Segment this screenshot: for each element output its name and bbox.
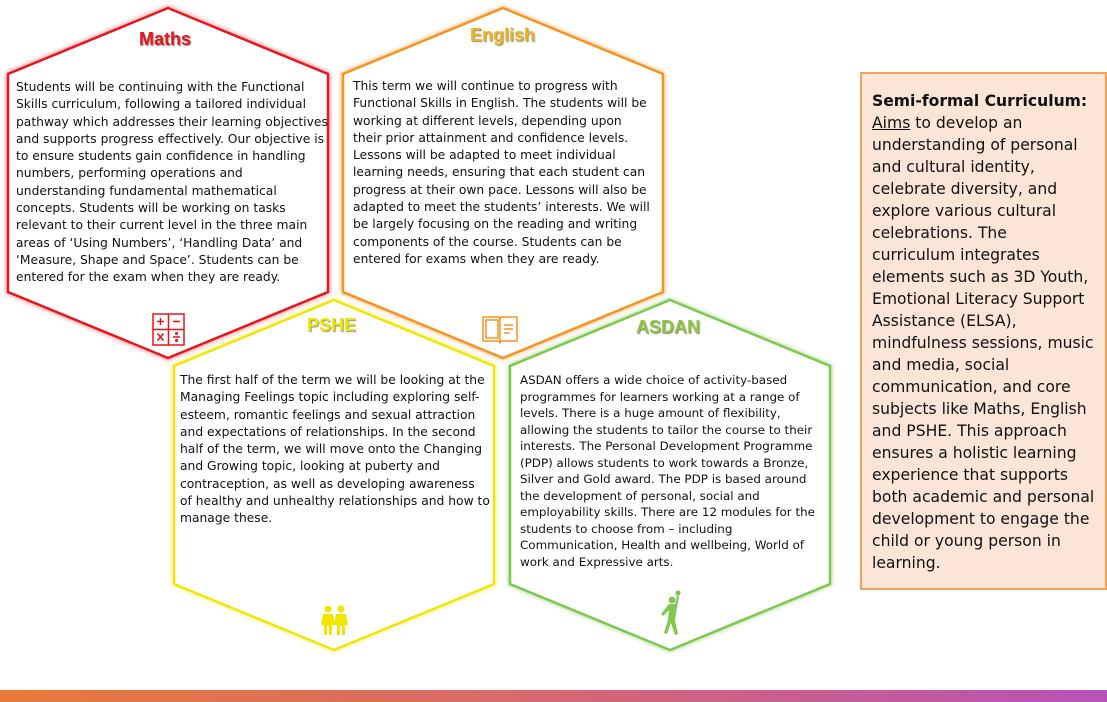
curriculum-aims-box: [860, 72, 1107, 590]
maths-title: Maths: [139, 29, 192, 49]
aims-text: to develop an understanding of personal and cultural identity, celebrate diversity, and explore various cultural celebrations. The curriculum integrates elements such as 3D Youth, Emotional Literacy Support Assistance (ELSA), mindfulness sessions, music and media, social communication, and core subjects like Maths, English and PSHE. This approach ensures a holistic learning experience that supports both academic and personal development to engage the child or young person in learning.: [872, 114, 1095, 572]
pshe-description: The first half of the term we will be looking at the Managing Feelings topic including exploring self-esteem, romantic feelings and sexual attraction and expectations of relationships. In the second half of the term, we will move onto the Changing and Growing topic, looking at puberty and contraception, as well as developing awareness of healthy and unhealthy relationships and how to manage these.: [180, 373, 490, 526]
english-description: This term we will continue to progress with Functional Skills in English. The students will be working at different levels, depending upon their prior attainment and confidence levels. Lessons will be adapted to meet individual learning needs, ensuring that each student can progress at their own pace. Lessons will also be adapted to meet the students’ interests. We will be largely focusing on the reading and writing components of the course. Students can be entered for exams when they are ready.: [353, 79, 650, 266]
aims-heading: Semi-formal Curriculum:: [872, 92, 1088, 110]
asdan-description: ASDAN offers a wide choice of activity-based programmes for learners working at a range of levels. There is a huge amount of flexibility, allowing the students to tailor the course to their interests. The Personal Development Programme (PDP) allows students to work towards a Bronze, Silver and Gold award. The PDP is based around the development of personal, social and employability skills. There are 12 modules for the students to choose from – including Communication, Health and wellbeing, World of work and Expressive arts.: [520, 373, 815, 569]
aims-label: Aims: [872, 114, 911, 132]
maths-description: Students will be continuing with the Functional Skills curriculum, following a tailored individual pathway which addresses their learning objectives and supports progress effectively. Our objective is to ensure students gain confidence in handling numbers, performing operations and understanding fundamental mathematical concepts. Students will be working on tasks relevant to their current level in the three main areas of ‘Using Numbers’, ‘Handling Data’ and ‘Measure, Shape and Space’. Students can be entered for the exam when they are ready.: [16, 80, 328, 285]
pshe-title: PSHE: [307, 315, 357, 335]
bottom-gradient-bar: [0, 690, 1107, 702]
asdan-title: ASDAN: [636, 317, 701, 337]
english-title: English: [470, 25, 536, 45]
